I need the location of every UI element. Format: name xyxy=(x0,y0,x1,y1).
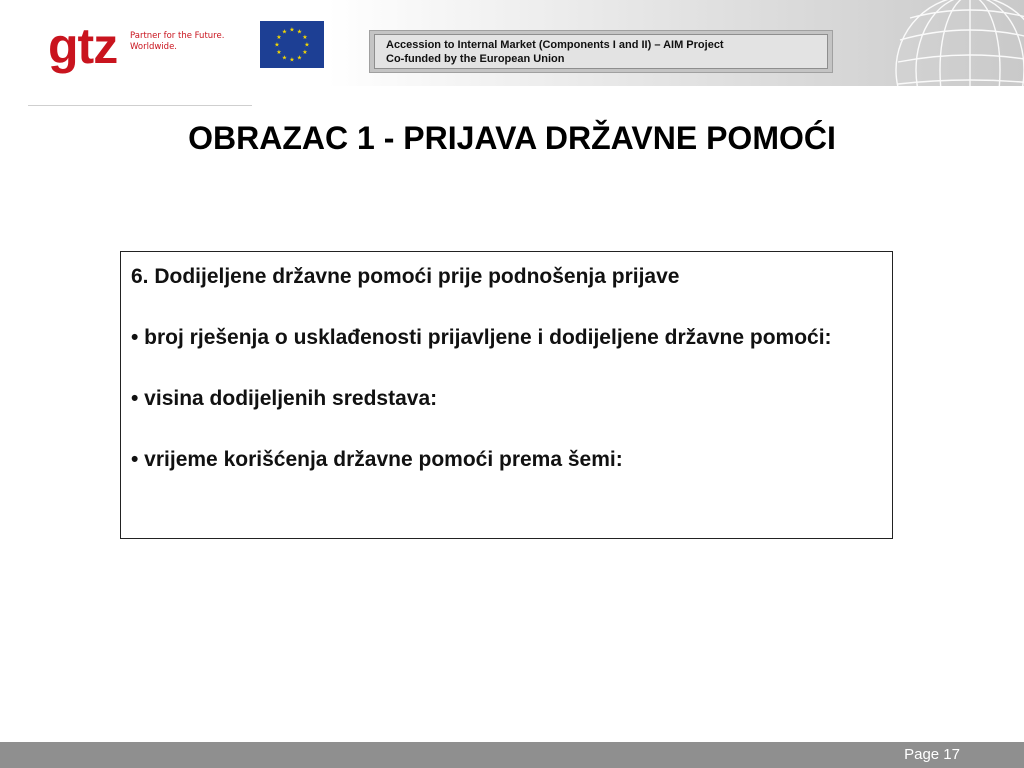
project-banner-text xyxy=(374,34,828,69)
svg-text:★: ★ xyxy=(296,28,303,36)
page-title: OBRAZAC 1 - PRIJAVA DRŽAVNE POMOĆI xyxy=(188,120,836,156)
svg-text:★: ★ xyxy=(302,34,308,41)
project-banner xyxy=(369,30,833,73)
svg-text:★: ★ xyxy=(289,56,295,64)
gtz-tagline-line-1: Partner for the Future. xyxy=(130,31,225,41)
svg-text:★: ★ xyxy=(289,26,295,34)
page-number: Page 17 xyxy=(904,746,960,763)
bullet-item: • vrijeme korišćenja državne pomoći prema šemi: xyxy=(131,448,623,471)
project-line-2: Co-funded by the European Union xyxy=(386,53,565,65)
form-section-box xyxy=(120,251,893,539)
svg-text:★: ★ xyxy=(302,49,308,56)
globe-icon xyxy=(890,0,1024,86)
bullet-item: • visina dodijeljenih sredstava: xyxy=(131,387,438,410)
svg-text:★: ★ xyxy=(281,54,288,62)
eu-stars xyxy=(260,21,324,68)
svg-text:★: ★ xyxy=(304,41,310,49)
eu-flag-icon xyxy=(260,21,324,68)
gtz-tagline xyxy=(130,31,250,53)
slide-footer xyxy=(0,742,1024,768)
svg-text:★: ★ xyxy=(281,28,288,36)
gtz-logo-text: gtz xyxy=(48,18,118,74)
svg-text:★: ★ xyxy=(274,41,280,49)
svg-text:★: ★ xyxy=(296,54,303,62)
header-divider xyxy=(28,105,252,106)
gtz-tagline-line-2: Worldwide. xyxy=(130,42,177,52)
section-heading: 6. Dodijeljene državne pomoći prije podnošenja prijave xyxy=(131,265,680,288)
svg-text:★: ★ xyxy=(276,34,282,41)
bullet-item: • broj rješenja o usklađenosti prijavljene i dodijeljene državne pomoći: xyxy=(131,326,832,349)
slide-header xyxy=(0,0,1024,86)
project-line-1: Accession to Internal Market (Components I and II) – AIM Project xyxy=(386,39,724,51)
svg-text:★: ★ xyxy=(276,49,282,56)
